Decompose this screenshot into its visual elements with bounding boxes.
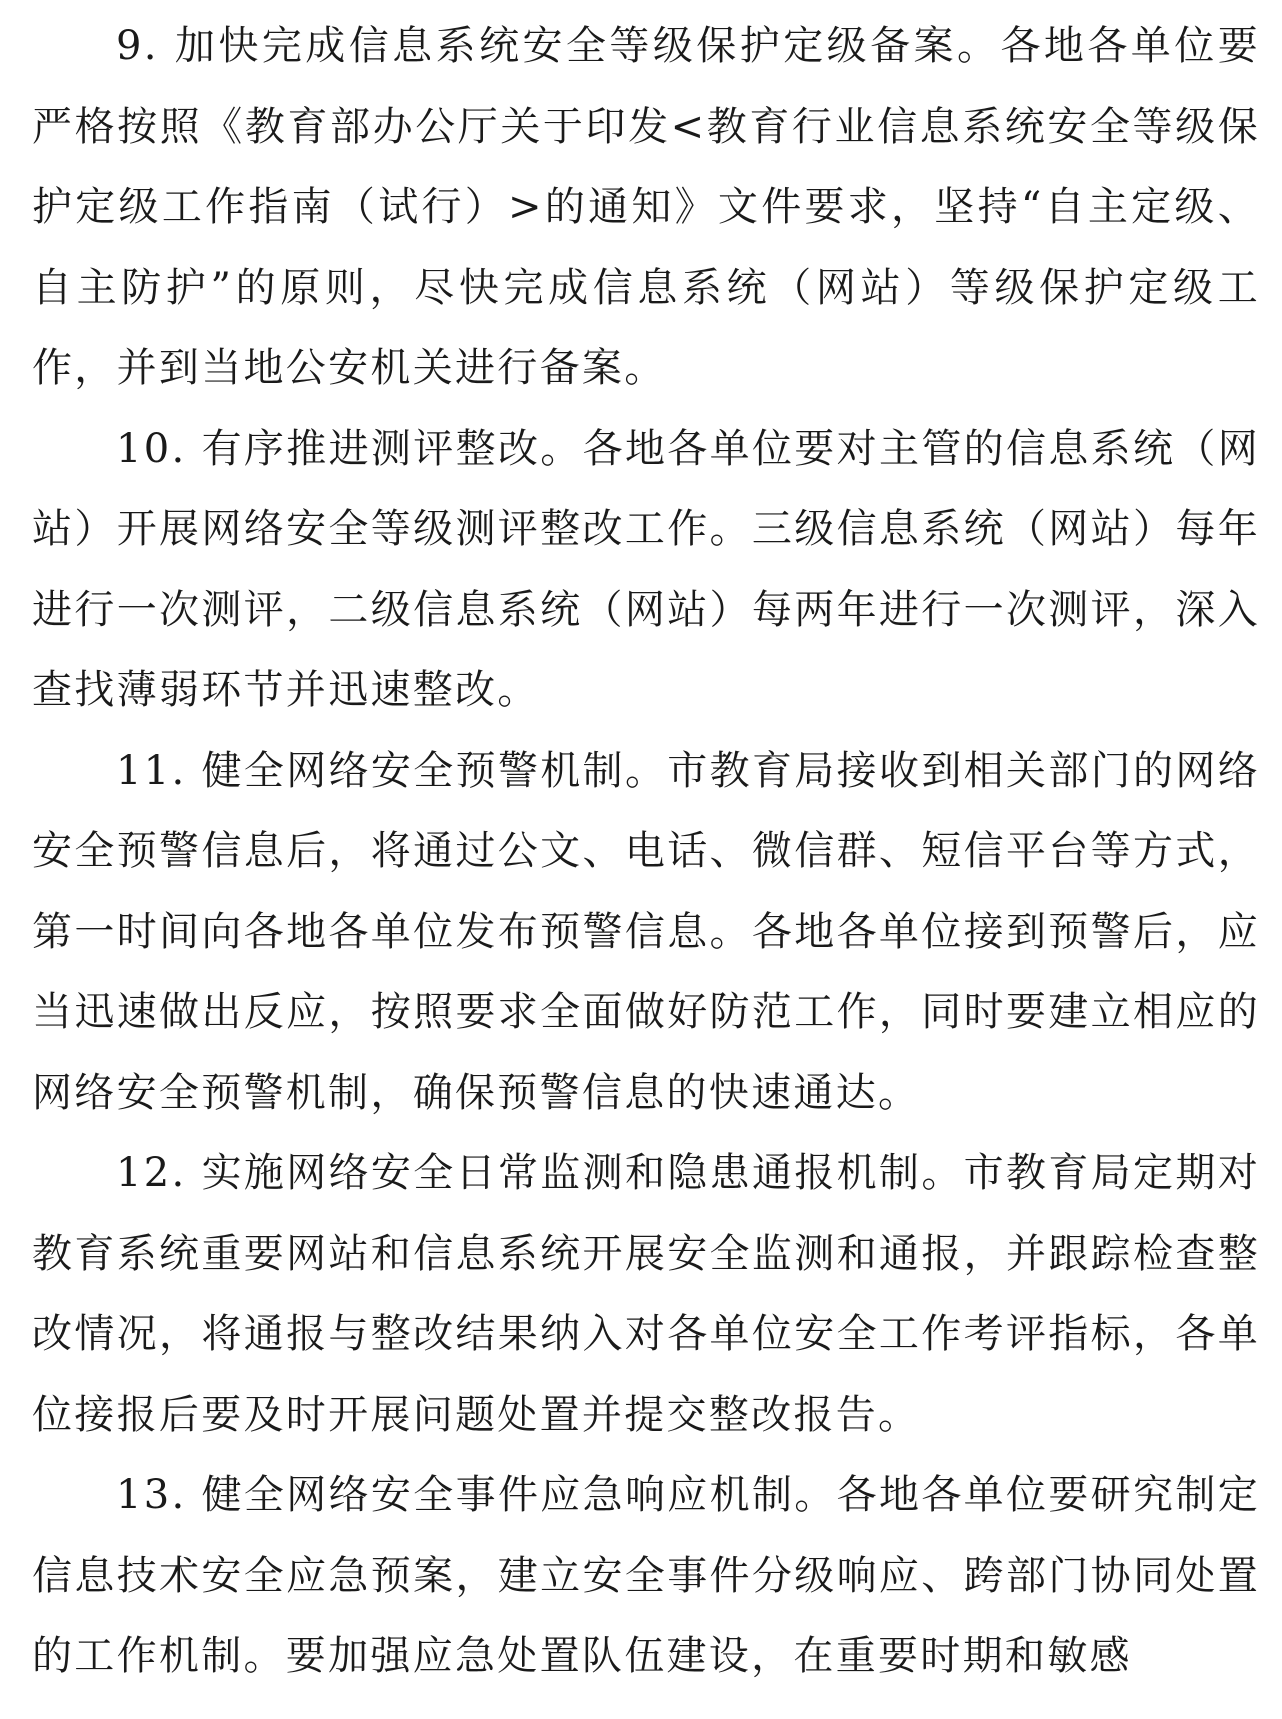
- paragraph-9: 9. 加快完成信息系统安全等级保护定级备案。各地各单位要严格按照《教育部办公厅关于印发<教育行业信息系统安全等级保护定级工作指南（试行）>的通知》文件要求，坚持“自主定级、自主防护”的原则，尽快完成信息系统（网站）等级保护定级工作，并到当地公安机关进行备案。: [32, 23, 1260, 391]
- paragraph-10: 10. 有序推进测评整改。各地各单位要对主管的信息系统（网站）开展网络安全等级测评整改工作。三级信息系统（网站）每年进行一次测评，二级信息系统（网站）每两年进行一次测评，深入查找薄弱环节并迅速整改。: [32, 425, 1260, 713]
- paragraph-11: 11. 健全网络安全预警机制。市教育局接收到相关部门的网络安全预警信息后，将通过公文、电话、微信群、短信平台等方式，第一时间向各地各单位发布预警信息。各地各单位接到预警后，应当迅速做出反应，按照要求全面做好防范工作，同时要建立相应的网络安全预警机制，确保预警信息的快速通达。: [32, 747, 1260, 1116]
- paragraph-13: 13. 健全网络安全事件应急响应机制。各地各单位要研究制定信息技术安全应急预案，建立安全事件分级响应、跨部门协同处置的工作机制。要加强应急处置队伍建设，在重要时期和敏感: [32, 1472, 1260, 1679]
- paragraph-12: 12. 实施网络安全日常监测和隐患通报机制。市教育局定期对教育系统重要网站和信息系统开展安全监测和通报，并跟踪检查整改情况，将通报与整改结果纳入对各单位安全工作考评指标，各单位接报后要及时开展问题处置并提交整改报告。: [32, 1150, 1260, 1438]
- document-body: [32, 6, 1260, 1697]
